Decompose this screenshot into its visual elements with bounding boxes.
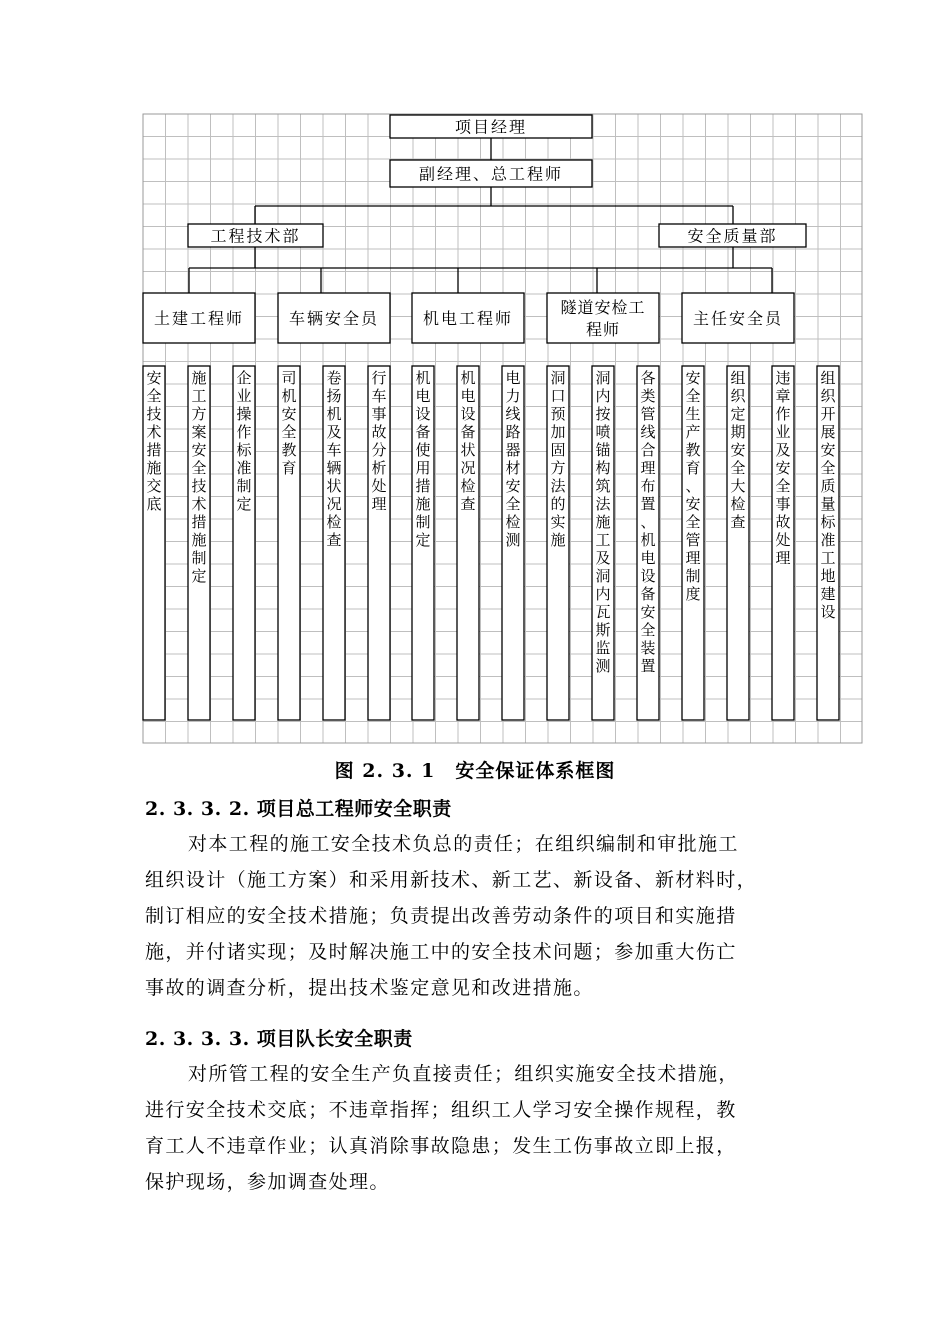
duty-char: 固 — [550, 441, 566, 459]
duty-char: 地 — [820, 567, 836, 585]
duty-char: 机 — [281, 387, 297, 405]
duty-char: 处 — [371, 477, 387, 495]
duty-char: 全 — [730, 459, 746, 477]
duty-char: 安 — [640, 603, 656, 621]
duty-char: 查 — [730, 513, 746, 531]
duty-char: 措 — [415, 477, 431, 495]
duty-char: 产 — [685, 423, 701, 441]
duty-char: 安 — [505, 477, 521, 495]
duty-char: 理 — [775, 549, 791, 567]
duty-char: 状 — [460, 441, 476, 459]
duty-column — [547, 366, 569, 720]
duty-char: 工 — [820, 549, 836, 567]
duty-label — [326, 369, 341, 549]
duty-label — [640, 369, 655, 675]
duty-char: 术 — [191, 495, 207, 513]
paragraph-line: 保护现场，参加调查处理。 — [145, 1171, 390, 1193]
duty-char: 析 — [371, 459, 387, 477]
duty-column — [233, 366, 255, 720]
duty-char: 事 — [775, 495, 791, 513]
duty-char: 期 — [730, 423, 746, 441]
duty-char: 各 — [640, 369, 656, 387]
paragraph-line: 制订相应的安全技术措施；负责提出改善劳动条件的项目和实施措 — [145, 905, 737, 927]
duty-char: 备 — [640, 585, 656, 603]
role-label: 程师 — [585, 320, 621, 339]
duty-char: 组 — [730, 369, 746, 387]
duty-char: 施 — [191, 531, 207, 549]
duty-char: 案 — [191, 423, 207, 441]
duty-char: 预 — [550, 405, 566, 423]
duty-char: 管 — [685, 531, 701, 549]
duty-char: 备 — [460, 423, 476, 441]
duty-char: 方 — [191, 405, 207, 423]
duty-column — [368, 366, 390, 720]
duty-char: 技 — [191, 477, 207, 495]
role-label: 土建工程师 — [153, 309, 245, 328]
duty-char: 织 — [820, 387, 836, 405]
duty-char: 及 — [326, 423, 342, 441]
duty-column — [188, 366, 210, 720]
duty-char: 制 — [415, 513, 431, 531]
duty-column — [637, 366, 659, 720]
duty-char: 作 — [236, 423, 252, 441]
duty-char: 扬 — [326, 387, 342, 405]
duty-column — [143, 366, 165, 720]
duty-char: 置 — [640, 495, 656, 513]
duty-label — [775, 369, 790, 567]
duty-char: 检 — [505, 513, 521, 531]
duty-char: 行 — [371, 369, 387, 387]
duty-char: 查 — [326, 531, 342, 549]
duty-char: 措 — [191, 513, 207, 531]
duty-char: 法 — [595, 495, 611, 513]
duty-char: 全 — [775, 477, 791, 495]
duty-char: 洞 — [595, 567, 611, 585]
duty-char: 安 — [146, 369, 162, 387]
duty-char: 喷 — [595, 423, 611, 441]
duty-char: 检 — [460, 477, 476, 495]
duty-char: 安 — [685, 369, 701, 387]
duty-column — [772, 366, 794, 720]
safety-quality-dept-box — [659, 224, 806, 247]
duty-char: 大 — [730, 477, 746, 495]
duty-char: 理 — [640, 459, 656, 477]
duty-char: 瓦 — [595, 603, 611, 621]
duty-char: 安 — [820, 441, 836, 459]
duty-label — [505, 369, 520, 549]
duty-char: 设 — [640, 567, 656, 585]
duty-char: 术 — [146, 423, 162, 441]
duty-char: 电 — [415, 387, 431, 405]
duty-char: 、 — [640, 513, 656, 531]
duty-char: 准 — [820, 531, 836, 549]
duty-char: 开 — [820, 405, 836, 423]
duty-char: 底 — [146, 495, 162, 513]
duty-label — [146, 369, 161, 513]
duty-char: 章 — [775, 387, 791, 405]
role-box — [412, 293, 524, 343]
duty-char: 育 — [685, 459, 701, 477]
duty-char: 制 — [236, 477, 252, 495]
section-heading-team-leader: 2. 3. 3. 3. 项目队长安全职责 — [145, 1028, 413, 1050]
duty-char: 全 — [685, 513, 701, 531]
duty-char: 测 — [505, 531, 521, 549]
duty-char: 标 — [820, 513, 836, 531]
duty-char: 使 — [415, 441, 431, 459]
role-box — [547, 293, 659, 343]
section-heading-chief-engineer: 2. 3. 3. 2. 项目总工程师安全职责 — [145, 798, 452, 820]
duty-char: 故 — [371, 423, 387, 441]
duty-char: 全 — [505, 495, 521, 513]
duty-column — [278, 366, 300, 720]
duty-char: 设 — [820, 603, 836, 621]
project-manager-box-label: 项目经理 — [454, 117, 528, 137]
duty-char: 安 — [281, 405, 297, 423]
duty-char: 力 — [505, 387, 521, 405]
duty-char: 线 — [640, 423, 656, 441]
duty-char: 全 — [685, 387, 701, 405]
duty-char: 路 — [505, 423, 521, 441]
duty-char: 筑 — [595, 477, 611, 495]
duty-char: 建 — [820, 585, 836, 603]
duty-char: 标 — [236, 441, 252, 459]
duty-char: 故 — [775, 513, 791, 531]
duty-char: 布 — [640, 477, 656, 495]
duty-char: 教 — [685, 441, 701, 459]
duty-label — [281, 369, 296, 477]
duty-char: 安 — [685, 495, 701, 513]
duty-char: 定 — [236, 495, 252, 513]
duty-char: 备 — [415, 423, 431, 441]
duty-char: 电 — [640, 549, 656, 567]
paragraph-line: 组织设计（施工方案）和采用新技术、新工艺、新设备、新材料时， — [145, 869, 758, 891]
duty-char: 全 — [281, 423, 297, 441]
duty-char: 机 — [640, 531, 656, 549]
duty-char: 育 — [281, 459, 297, 477]
role-label: 隧道安检工 — [560, 298, 646, 317]
duty-label — [371, 369, 386, 513]
safety-quality-dept-box-label: 安全质量部 — [687, 226, 778, 246]
duty-char: 构 — [595, 459, 611, 477]
duty-char: 措 — [146, 441, 162, 459]
duty-char: 理 — [685, 549, 701, 567]
duty-char: 全 — [191, 459, 207, 477]
duty-char: 实 — [550, 513, 566, 531]
duty-label — [236, 369, 252, 513]
duty-char: 内 — [595, 387, 611, 405]
paragraph-line: 对本工程的施工安全技术负总的责任；在组织编制和审批施工 — [188, 833, 739, 855]
duty-char: 及 — [595, 549, 611, 567]
duty-char: 量 — [820, 495, 836, 513]
duty-char: 质 — [820, 477, 836, 495]
duty-label — [685, 369, 700, 603]
duty-char: 施 — [146, 459, 162, 477]
duty-char: 业 — [775, 423, 791, 441]
deputy-manager-box-label: 副经理、总工程师 — [418, 164, 564, 184]
duty-char: 全 — [146, 387, 162, 405]
duty-char: 查 — [460, 495, 476, 513]
duty-char: 机 — [415, 369, 431, 387]
paragraph-line: 育工人不违章作业；认真消除事故隐患；发生工伤事故立即上报， — [145, 1135, 737, 1157]
duty-char: 企 — [236, 369, 252, 387]
duty-char: 全 — [820, 459, 836, 477]
duty-char: 工 — [595, 531, 611, 549]
paragraph-line: 事故的调查分析，提出技术鉴定意见和改进措施。 — [145, 977, 594, 999]
duty-char: 置 — [640, 657, 656, 675]
deputy-manager-box — [390, 160, 592, 187]
paragraph-line: 施，并付诸实现；及时解决施工中的安全技术问题；参加重大伤亡 — [145, 941, 737, 963]
role-box — [278, 293, 390, 343]
duty-char: 锚 — [595, 441, 611, 459]
duty-char: 方 — [550, 459, 566, 477]
duty-char: 机 — [326, 405, 342, 423]
duty-char: 监 — [595, 639, 611, 657]
duty-char: 洞 — [595, 369, 611, 387]
role-label: 机电工程师 — [422, 309, 514, 328]
engineering-dept-box — [188, 224, 323, 247]
duty-char: 按 — [595, 405, 611, 423]
role-label: 主任安全员 — [692, 309, 784, 328]
duty-char: 机 — [460, 369, 476, 387]
role-box — [143, 293, 255, 343]
role-label: 车辆安全员 — [288, 309, 380, 328]
duty-char: 操 — [236, 405, 252, 423]
duty-char: 司 — [281, 369, 297, 387]
duty-label — [595, 369, 611, 675]
duty-char: 及 — [775, 441, 791, 459]
duty-char: 器 — [505, 441, 521, 459]
duty-char: 测 — [595, 657, 611, 675]
duty-char: 检 — [326, 513, 342, 531]
duty-label — [460, 369, 475, 513]
duty-char: 、 — [685, 477, 701, 495]
duty-char: 定 — [730, 405, 746, 423]
duty-char: 卷 — [326, 369, 342, 387]
duty-char: 口 — [550, 387, 566, 405]
engineering-dept-box-label: 工程技术部 — [210, 226, 301, 246]
duty-label — [730, 369, 746, 531]
duty-column — [457, 366, 479, 720]
duty-char: 施 — [415, 495, 431, 513]
duty-char: 定 — [415, 531, 431, 549]
duty-char: 全 — [640, 621, 656, 639]
duty-label — [415, 369, 430, 549]
duty-char: 状 — [326, 477, 342, 495]
duty-char: 斯 — [595, 621, 611, 639]
duty-char: 违 — [775, 369, 791, 387]
duty-char: 施 — [550, 531, 566, 549]
duty-column — [727, 366, 749, 720]
duty-char: 处 — [775, 531, 791, 549]
section-body-team-leader — [145, 1056, 825, 1200]
duty-char: 定 — [191, 567, 207, 585]
duty-char: 车 — [371, 387, 387, 405]
duty-char: 材 — [505, 459, 521, 477]
duty-column — [592, 366, 614, 720]
duty-char: 织 — [730, 387, 746, 405]
duty-column — [412, 366, 434, 720]
paragraph-line: 进行安全技术交底；不违章指挥；组织工人学习安全操作规程，教 — [145, 1099, 737, 1121]
duty-char: 内 — [595, 585, 611, 603]
duty-char: 施 — [595, 513, 611, 531]
duty-char: 分 — [371, 441, 387, 459]
duty-column — [502, 366, 524, 720]
duty-char: 电 — [505, 369, 521, 387]
duty-char: 电 — [460, 387, 476, 405]
duty-char: 生 — [685, 405, 701, 423]
duty-char: 施 — [191, 369, 207, 387]
duty-char: 理 — [371, 495, 387, 513]
duty-char: 交 — [146, 477, 162, 495]
duty-char: 洞 — [550, 369, 566, 387]
duty-char: 类 — [640, 387, 656, 405]
paragraph-line: 对所管工程的安全生产负直接责任；组织实施安全技术措施， — [188, 1063, 739, 1085]
project-manager-box — [390, 115, 592, 138]
duty-char: 技 — [146, 405, 162, 423]
duty-char: 线 — [505, 405, 521, 423]
duty-char: 加 — [550, 423, 566, 441]
duty-label — [550, 369, 566, 549]
duty-char: 管 — [640, 405, 656, 423]
duty-char: 况 — [326, 495, 342, 513]
duty-char: 教 — [281, 441, 297, 459]
duty-char: 辆 — [326, 459, 342, 477]
duty-char: 准 — [236, 459, 252, 477]
duty-char: 展 — [820, 423, 836, 441]
duty-char: 车 — [326, 441, 342, 459]
duty-label — [820, 369, 836, 621]
duty-char: 工 — [191, 387, 207, 405]
duty-column — [682, 366, 704, 720]
duty-char: 安 — [730, 441, 746, 459]
duty-char: 设 — [460, 405, 476, 423]
duty-char: 设 — [415, 405, 431, 423]
duty-char: 用 — [415, 459, 431, 477]
duty-char: 安 — [775, 459, 791, 477]
duty-char: 组 — [820, 369, 836, 387]
duty-column — [323, 366, 345, 720]
duty-char: 事 — [371, 405, 387, 423]
duty-char: 制 — [685, 567, 701, 585]
duty-char: 度 — [685, 585, 701, 603]
duty-char: 作 — [775, 405, 791, 423]
duty-char: 况 — [460, 459, 476, 477]
duty-char: 检 — [730, 495, 746, 513]
section-body-chief-engineer — [145, 826, 825, 1006]
duty-column — [817, 366, 839, 720]
role-box — [682, 293, 794, 343]
duty-char: 业 — [236, 387, 252, 405]
duty-char: 装 — [640, 639, 656, 657]
duty-char: 制 — [191, 549, 207, 567]
duty-char: 安 — [191, 441, 207, 459]
duty-char: 法 — [550, 477, 566, 495]
duty-char: 的 — [550, 495, 566, 513]
duty-label — [191, 369, 206, 585]
figure-caption: 图 2. 3. 1 安全保证体系框图 — [334, 760, 616, 782]
duty-char: 合 — [640, 441, 656, 459]
